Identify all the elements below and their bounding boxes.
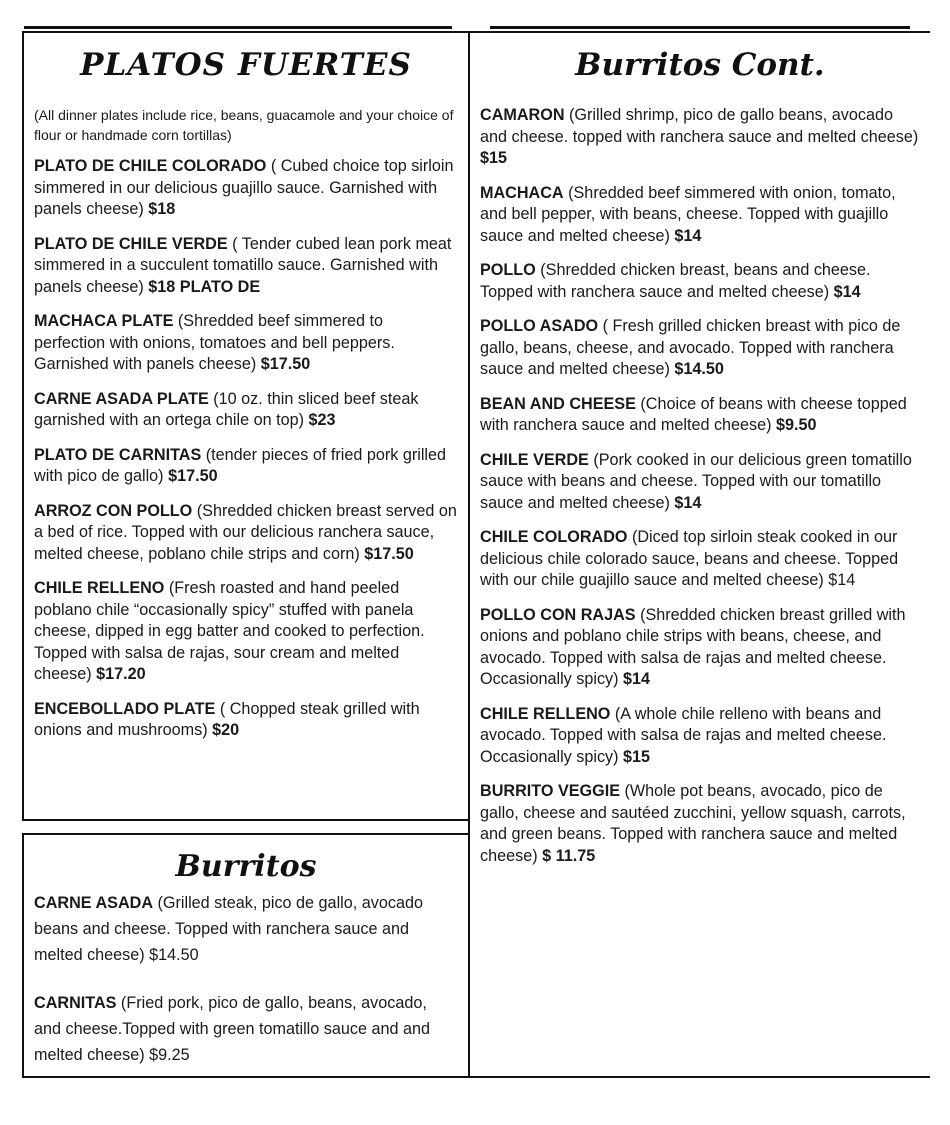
menu-item-description: (Diced top sirloin steak cooked in our delicious chile colorado sauce, beans and cheese. Topped with our chile guajillo sauce and melted cheese) $14 <box>480 528 899 589</box>
menu-item-name: PLATO DE CHILE COLORADO <box>34 157 267 175</box>
burritos-section <box>22 833 470 1078</box>
menu-item-name: MACHACA <box>480 183 564 202</box>
menu-item <box>34 699 458 742</box>
platos-fuertes-section <box>22 31 470 821</box>
menu-item <box>480 605 920 691</box>
menu-item-name: POLLO <box>480 261 536 279</box>
menu-item <box>34 501 458 566</box>
burritos-cont-title: Burritos Cont. <box>575 47 825 83</box>
menu-item-price: $20 <box>212 721 240 739</box>
menu-item <box>480 105 920 170</box>
menu-item <box>480 527 920 592</box>
menu-item-name: PLATO DE CHILE VERDE <box>34 234 228 253</box>
menu-item-price: $17.20 <box>96 665 146 683</box>
menu-item-description: (Shredded chicken breast, beans and cheese. Topped with ranchera sauce and melted cheese) <box>480 261 871 301</box>
platos-note: (All dinner plates include rice, beans, guacamole and your choice of flour or handmade corn tortillas) <box>34 107 454 143</box>
menu-item-description: (Shredded chicken breast grilled with onions and poblano chile strips with beans, cheese, and avocado. Topped with salsa de rajas and melted cheese. Occasionally spicy) <box>480 605 906 688</box>
menu-item-price: $18 PLATO DE <box>148 277 261 296</box>
menu-item-description: (Whole pot beans, avocado, pico de gallo, cheese and sautéed zucchini, yellow squash, carrots, and green beans. Topped with ranchera sauce and melted cheese) <box>480 782 906 865</box>
platos-fuertes-title: PLATOS FUERTES <box>80 47 412 83</box>
menu-item-description: ( Fresh grilled chicken breast with pico de gallo, beans, cheese, and avocado. Topped with ranchera sauce and melted cheese) <box>480 317 901 378</box>
menu-item <box>34 389 458 432</box>
menu-item-price: $ 11.75 <box>542 846 596 865</box>
menu-item <box>480 394 920 437</box>
menu-item-price: $9.25 <box>149 1046 190 1064</box>
menu-item-name: BEAN AND CHEESE <box>480 394 636 413</box>
menu-item-price: $14.50 <box>674 360 724 378</box>
menu-item-price: $14 <box>674 493 702 512</box>
top-rule-left <box>24 26 452 29</box>
menu-item-price: $14.50 <box>149 946 199 964</box>
menu-item-price: $9.50 <box>776 416 817 434</box>
menu-item-name: CHILE RELLENO <box>480 704 611 723</box>
menu-item-price: $17.50 <box>168 467 218 485</box>
menu-item-price: $18 <box>148 200 176 218</box>
menu-item <box>480 183 920 248</box>
burritos-title: Burritos <box>175 849 317 884</box>
menu-item-name: CHILE COLORADO <box>480 528 628 546</box>
menu-item-name: CARNITAS <box>34 994 117 1012</box>
menu-item-name: ENCEBOLLADO PLATE <box>34 699 216 718</box>
menu-item-name: BURRITO VEGGIE <box>480 782 621 800</box>
menu-item-name: MACHACA PLATE <box>34 312 174 330</box>
menu-item-description: (Grilled shrimp, pico de gallo beans, avocado and cheese. topped with ranchera sauce and melted cheese) <box>480 106 919 146</box>
menu-item-price: $23 <box>308 411 336 429</box>
menu-item-price: $14 <box>674 226 702 245</box>
menu-item <box>34 311 458 376</box>
menu-item-name: CHILE VERDE <box>480 450 589 469</box>
menu-item <box>34 578 458 686</box>
menu-item-description: (Choice of beans with cheese topped with ranchera sauce and melted cheese) <box>480 394 907 434</box>
menu-item-name: ARROZ CON POLLO <box>34 501 193 520</box>
menu-item-description: (Shredded chicken breast served on a bed of rice. Topped with our delicious ranchera sauce, melted cheese, poblano chile strips and corn) <box>34 501 457 563</box>
burritos-list <box>34 890 458 1068</box>
menu-item-name: PLATO DE CARNITAS <box>34 445 202 464</box>
platos-list <box>34 156 458 742</box>
menu-item <box>34 990 458 1068</box>
menu-item-description: (Shredded beef simmered to perfection with onions, tomatoes and bell peppers. Garnished with panels cheese) <box>34 312 395 373</box>
menu-item-description: (tender pieces of fried pork grilled with pico de gallo) <box>34 445 447 485</box>
menu-item-name: CAMARON <box>480 106 565 124</box>
menu-item-name: POLLO ASADO <box>480 317 599 335</box>
menu-item-description: (Pork cooked in our delicious green tomatillo sauce with beans and cheese. Topped with our tomatillo sauce and melted cheese) <box>480 450 912 512</box>
menu-item-description: ( Cubed choice top sirloin simmered in our delicious guajillo sauce. Garnished with panels cheese) <box>34 157 454 218</box>
menu-item-description: (A whole chile relleno with beans and avocado. Topped with salsa de rajas and melted cheese. Occasionally spicy) <box>480 704 887 766</box>
menu-item-name: CHILE RELLENO <box>34 579 165 597</box>
menu-item <box>34 890 458 968</box>
menu-item-price: $15 <box>480 149 508 167</box>
menu-item-description: (Shredded beef simmered with onion, tomato, and bell pepper, with beans, cheese. Topped with guajillo sauce and melted cheese) <box>480 183 896 245</box>
menu-item-description: ( Chopped steak grilled with onions and mushrooms) <box>34 699 420 739</box>
menu-item <box>480 450 920 515</box>
menu-item-price: $15 <box>623 747 651 766</box>
menu-item <box>34 156 458 221</box>
menu-item-description: (10 oz. thin sliced beef steak garnished with an ortega chile on top) <box>34 389 419 429</box>
menu-item-price: $17.50 <box>364 544 414 563</box>
menu-item-price: $14 <box>833 282 861 301</box>
menu-item-description: (Fresh roasted and hand peeled poblano chile “occasionally spicy” stuffed with panela cheese, dipped in egg batter and cooked to perfection. Topped with salsa de rajas, sour cream and melted cheese) <box>34 579 425 683</box>
menu-item <box>34 445 458 488</box>
top-rule-right <box>490 26 910 29</box>
menu-item-name: POLLO CON RAJAS <box>480 605 636 624</box>
menu-item-description: (Grilled steak, pico de gallo, avocado beans and cheese. Topped with ranchera sauce and melted cheese) <box>34 894 423 964</box>
menu-item-description: ( Tender cubed lean pork meat simmered in a succulent tomatillo sauce. Garnished with panels cheese) <box>34 234 452 296</box>
menu-item-name: CARNE ASADA PLATE <box>34 389 209 408</box>
menu-item <box>480 781 920 867</box>
menu-item <box>480 260 920 303</box>
menu-item <box>480 316 920 381</box>
menu-item-price: $17.50 <box>260 355 311 373</box>
menu-item <box>480 704 920 769</box>
burritos-cont-list <box>480 105 920 867</box>
burritos-cont-section <box>468 31 930 1078</box>
menu-item-name: CARNE ASADA <box>34 894 154 912</box>
menu-item-price: $14 <box>623 670 651 688</box>
menu-item <box>34 234 458 299</box>
menu-item-description: (Fried pork, pico de gallo, beans, avocado, and cheese.Topped with green tomatillo sauce and and melted cheese) <box>34 994 430 1064</box>
